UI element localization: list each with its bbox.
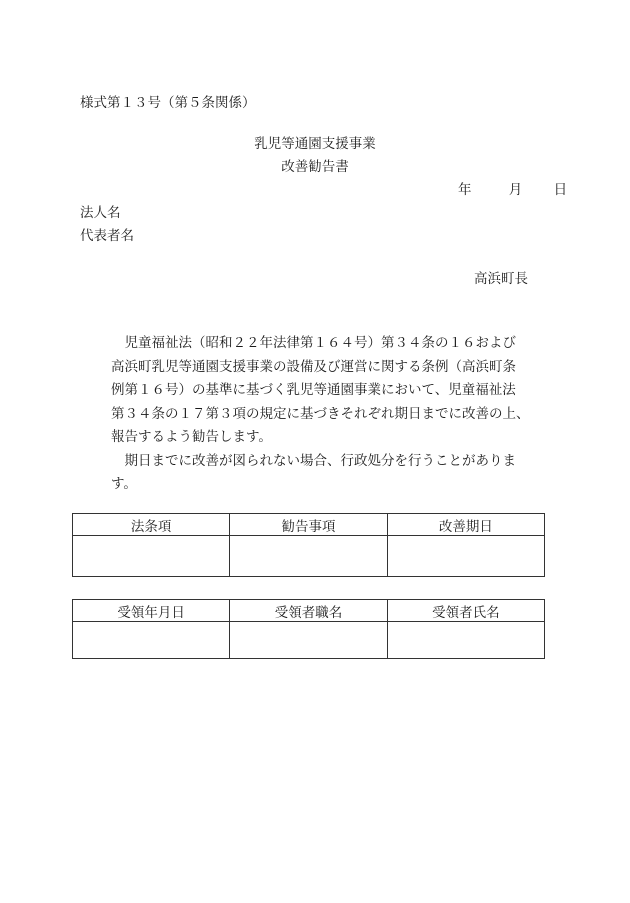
corporation-label: 法人名 [80, 205, 121, 221]
body-paragraph-1: 児童福祉法（昭和２２年法律第１６４号）第３４条の１６および 高浜町乳児等通園支援事業の設備及び運営に関する条例（高浜町条 例第１６号）の基準に基づく乳児等通園事業において、児童福祉法 第３４条の１７第３項の規定に基づきそれぞれ期日までに改善の上、 報告するよう勧告します。 [111, 335, 530, 445]
issuer-name: 高浜町長 [474, 271, 528, 287]
recommendation-table [72, 513, 545, 577]
table-header: 改善期日 [387, 514, 544, 536]
table-cell[interactable] [73, 622, 230, 659]
receipt-table [72, 599, 545, 659]
representative-label: 代表者名 [80, 228, 134, 244]
table-header: 受領者職名 [230, 600, 387, 622]
document-title: 乳児等通園支援事業 [254, 136, 376, 152]
table-cell[interactable] [230, 622, 387, 659]
table-header: 受領年月日 [73, 600, 230, 622]
table-cell[interactable] [73, 536, 230, 577]
date-year-label: 年 [458, 182, 472, 198]
date-line [458, 182, 567, 198]
body-paragraph-2: 期日までに改善が図られない場合、行政処分を行うことがありま す。 [111, 452, 516, 492]
form-number: 様式第１３号（第５条関係） [80, 95, 256, 111]
table-cell[interactable] [387, 622, 544, 659]
table-cell[interactable] [230, 536, 387, 577]
date-month-label: 月 [508, 182, 523, 198]
table-header: 勧告事項 [230, 514, 387, 536]
date-day-label: 日 [553, 182, 568, 198]
table-cell[interactable] [387, 536, 544, 577]
table-header: 法条項 [73, 514, 230, 536]
table-header: 受領者氏名 [387, 600, 544, 622]
document-subtitle: 改善勧告書 [281, 159, 349, 175]
body-text [111, 332, 531, 497]
